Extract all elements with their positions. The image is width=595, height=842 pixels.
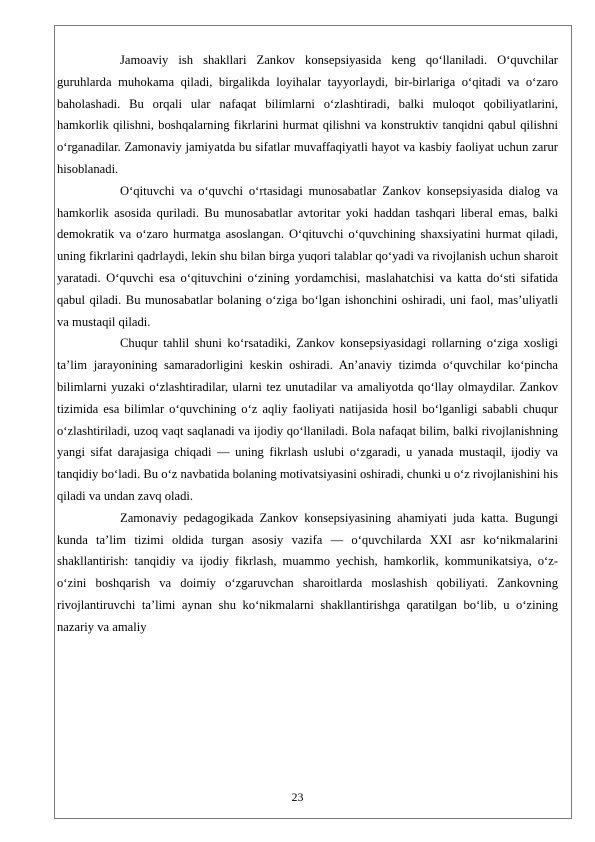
document-body <box>57 50 558 639</box>
page-number: 23 <box>291 790 304 804</box>
paragraph-3: Chuqur tahlil shuni ko‘rsatadiki, Zankov konsepsiyasidagi rollarning o‘ziga xosligi ta’lim jarayonining samaradorligini keskin oshiradi. An’anaviy tizimda o‘quvchilar ko‘pincha bilimlarni yuzaki o‘zlashtiradilar, ularni tez unutadilar va amaliyotda qo‘llay olmaydilar. Zankov tizimida esa bilimlar o‘quvchining o‘z aqliy faoliyati natijasida hosil bo‘lganligi sababli chuqur o‘zlashtiriladi, uzoq vaqt saqlanadi va ijodiy qo‘llaniladi. Bola nafaqat bilim, balki rivojlanishning yangi sifat darajasiga chiqadi — uning fikrlash uslubi o‘zgaradi, u yanada mustaqil, ijodiy va tanqidiy bo‘ladi. Bu o‘z navbatida bolaning motivatsiyasini oshiradi, chunki u o‘z rivojlanishini his qiladi va undan zavq oladi. <box>57 336 558 503</box>
paragraph-1: Jamoaviy ish shakllari Zankov konsepsiyasida keng qo‘llaniladi. O‘quvchilar guruhlarda muhokama qiladi, birgalikda loyihalar tayyorlaydi, bir-birlariga o‘qitadi va o‘zaro baholashadi. Bu orqali ular nafaqat bilimlarni o‘zlashtiradi, balki muloqot qobiliyatlarini, hamkorlik qilishni, boshqalarning fikrlarini hurmat qilishni va konstruktiv tanqidni qabul qilishni o‘rganadilar. Zamonaviy jamiyatda bu sifatlar muvaffaqiyatli hayot va kasbiy faoliyat uchun zarur hisoblanadi. <box>57 53 558 176</box>
paragraph-4: Zamonaviy pedagogikada Zankov konsepsiyasining ahamiyati juda katta. Bugungi kunda ta’lim tizimi oldida turgan asosiy vazifa — o‘quvchilarda XXI asr ko‘nikmalarini shakllantirish: tanqidiy va ijodiy fikrlash, muammo yechish, hamkorlik, kommunikatsiya, o‘z-o‘zini boshqarish va doimiy o‘zgaruvchan sharoitlarda moslashish qobiliyati. Zankovning rivojlantiruvchi ta’limi aynan shu ko‘nikmalarni shakllantirishga qaratilgan bo‘lib, u o‘zining nazariy va amaliy <box>57 510 558 634</box>
paragraph-2: O‘qituvchi va o‘quvchi o‘rtasidagi munosabatlar Zankov konsepsiyasida dialog va hamkorlik asosida quriladi. Bu munosabatlar avtoritar yoki haddan tashqari liberal emas, balki demokratik va o‘zaro hurmatga asoslangan. O‘qituvchi o‘quvchining shaxsiyatini hurmat qiladi, uning fikrlarini qadrlaydi, lekin shu bilan birga yuqori talablar qo‘yadi va rivojlanish uchun sharoit yaratadi. O‘quvchi esa o‘qituvchini o‘zining yordamchisi, maslahatchisi va katta do‘sti sifatida qabul qiladi. Bu munosabatlar bolaning o‘ziga bo‘lgan ishonchini oshiradi, uni faol, mas’uliyatli va mustaqil qiladi. <box>57 183 558 329</box>
